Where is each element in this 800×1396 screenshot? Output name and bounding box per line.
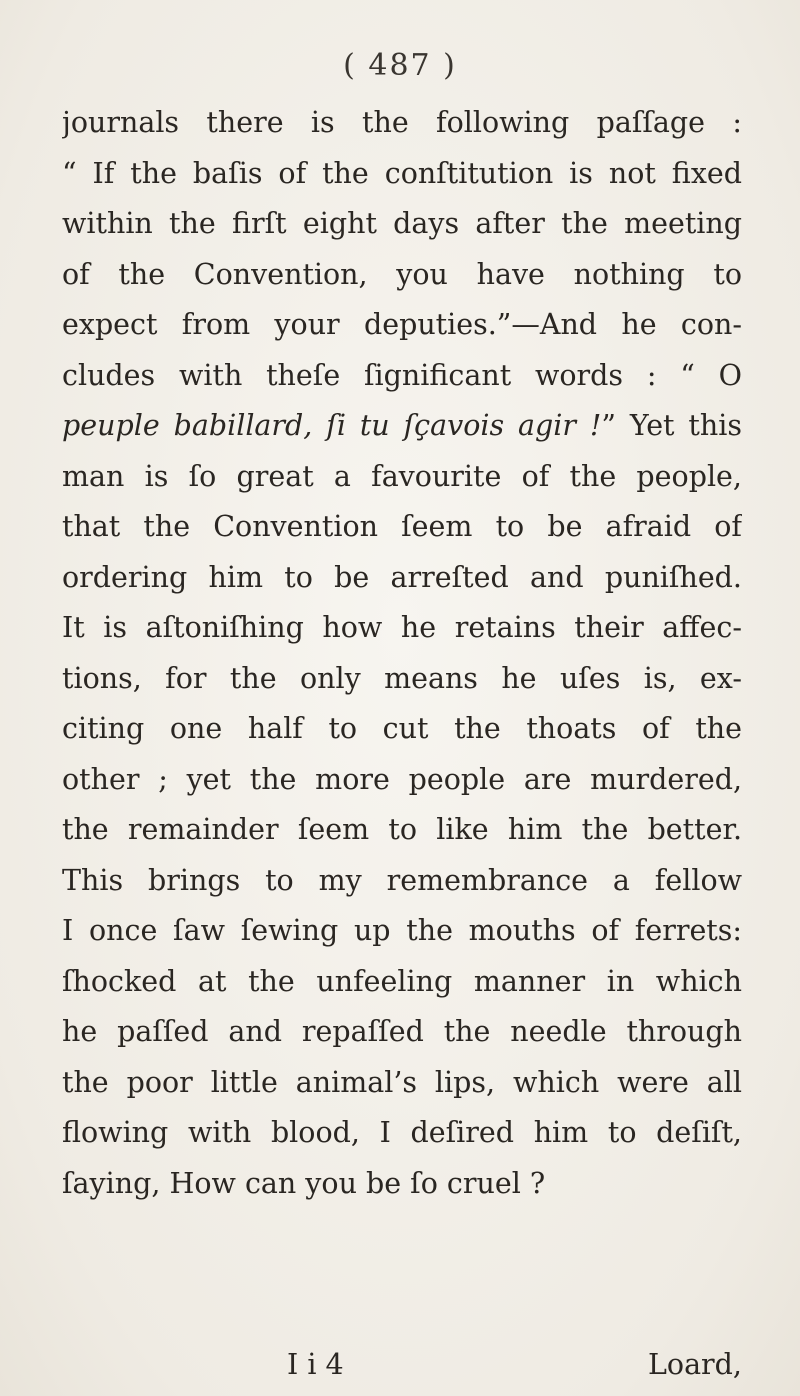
text-line: cludes with theſe ſignificant words : “ O [62,358,742,392]
page-footer [62,1345,742,1385]
text-line: journals there is the following paſſage : [62,106,742,139]
body-text [62,98,742,1209]
text-line-last: ſaying, How can you be ſo cruel ? [62,1166,546,1200]
text-line: man is ſo great a favourite of the people, [62,459,742,493]
text-line: It is aſtoniſhing how he retains their affec- [62,611,742,644]
text-line: citing one half to cut the thoats of the [62,712,742,745]
text-line: he paſſed and repaſſed the needle through [62,1015,742,1048]
text-line: within the firſt eight days after the meeting [62,207,742,240]
text-line: tions, for the only means he uſes is, ex- [62,661,742,695]
text-line: flowing with blood, I deſired him to deſiſt, [62,1116,742,1149]
text-line: the remainder ſeem to like him the better. [62,813,742,846]
text-line: expect from your deputies.”—And he con- [62,308,742,341]
signature-mark: I i 4 [287,1348,344,1381]
quote-continuation: ” Yet this [601,409,742,442]
text-line: ſhocked at the unfeeling manner in which [62,964,742,998]
text-line: “ If the baſis of the conſtitution is not fixed [62,156,742,190]
page-header: ( 487 ) [343,48,457,83]
text-line: ordering him to be arreſted and puniſhed. [62,560,742,594]
text-line: other ; yet the more people are murdered, [62,762,742,796]
text-line: This brings to my remembrance a fellow [62,863,742,897]
catchword: Loard, [647,1348,742,1381]
text-line: the poor little animal’s lips, which were all [62,1065,742,1099]
text-line-italic-quote [62,401,742,452]
text-line: of the Convention, you have nothing to [62,257,742,291]
text-line: I once ſaw ſewing up the mouths of ferrets: [62,914,742,947]
italic-quote: peuple babillard, ſi tu ſçavois agir ! [62,409,602,442]
text-line: that the Convention ſeem to be afraid of [62,510,742,543]
